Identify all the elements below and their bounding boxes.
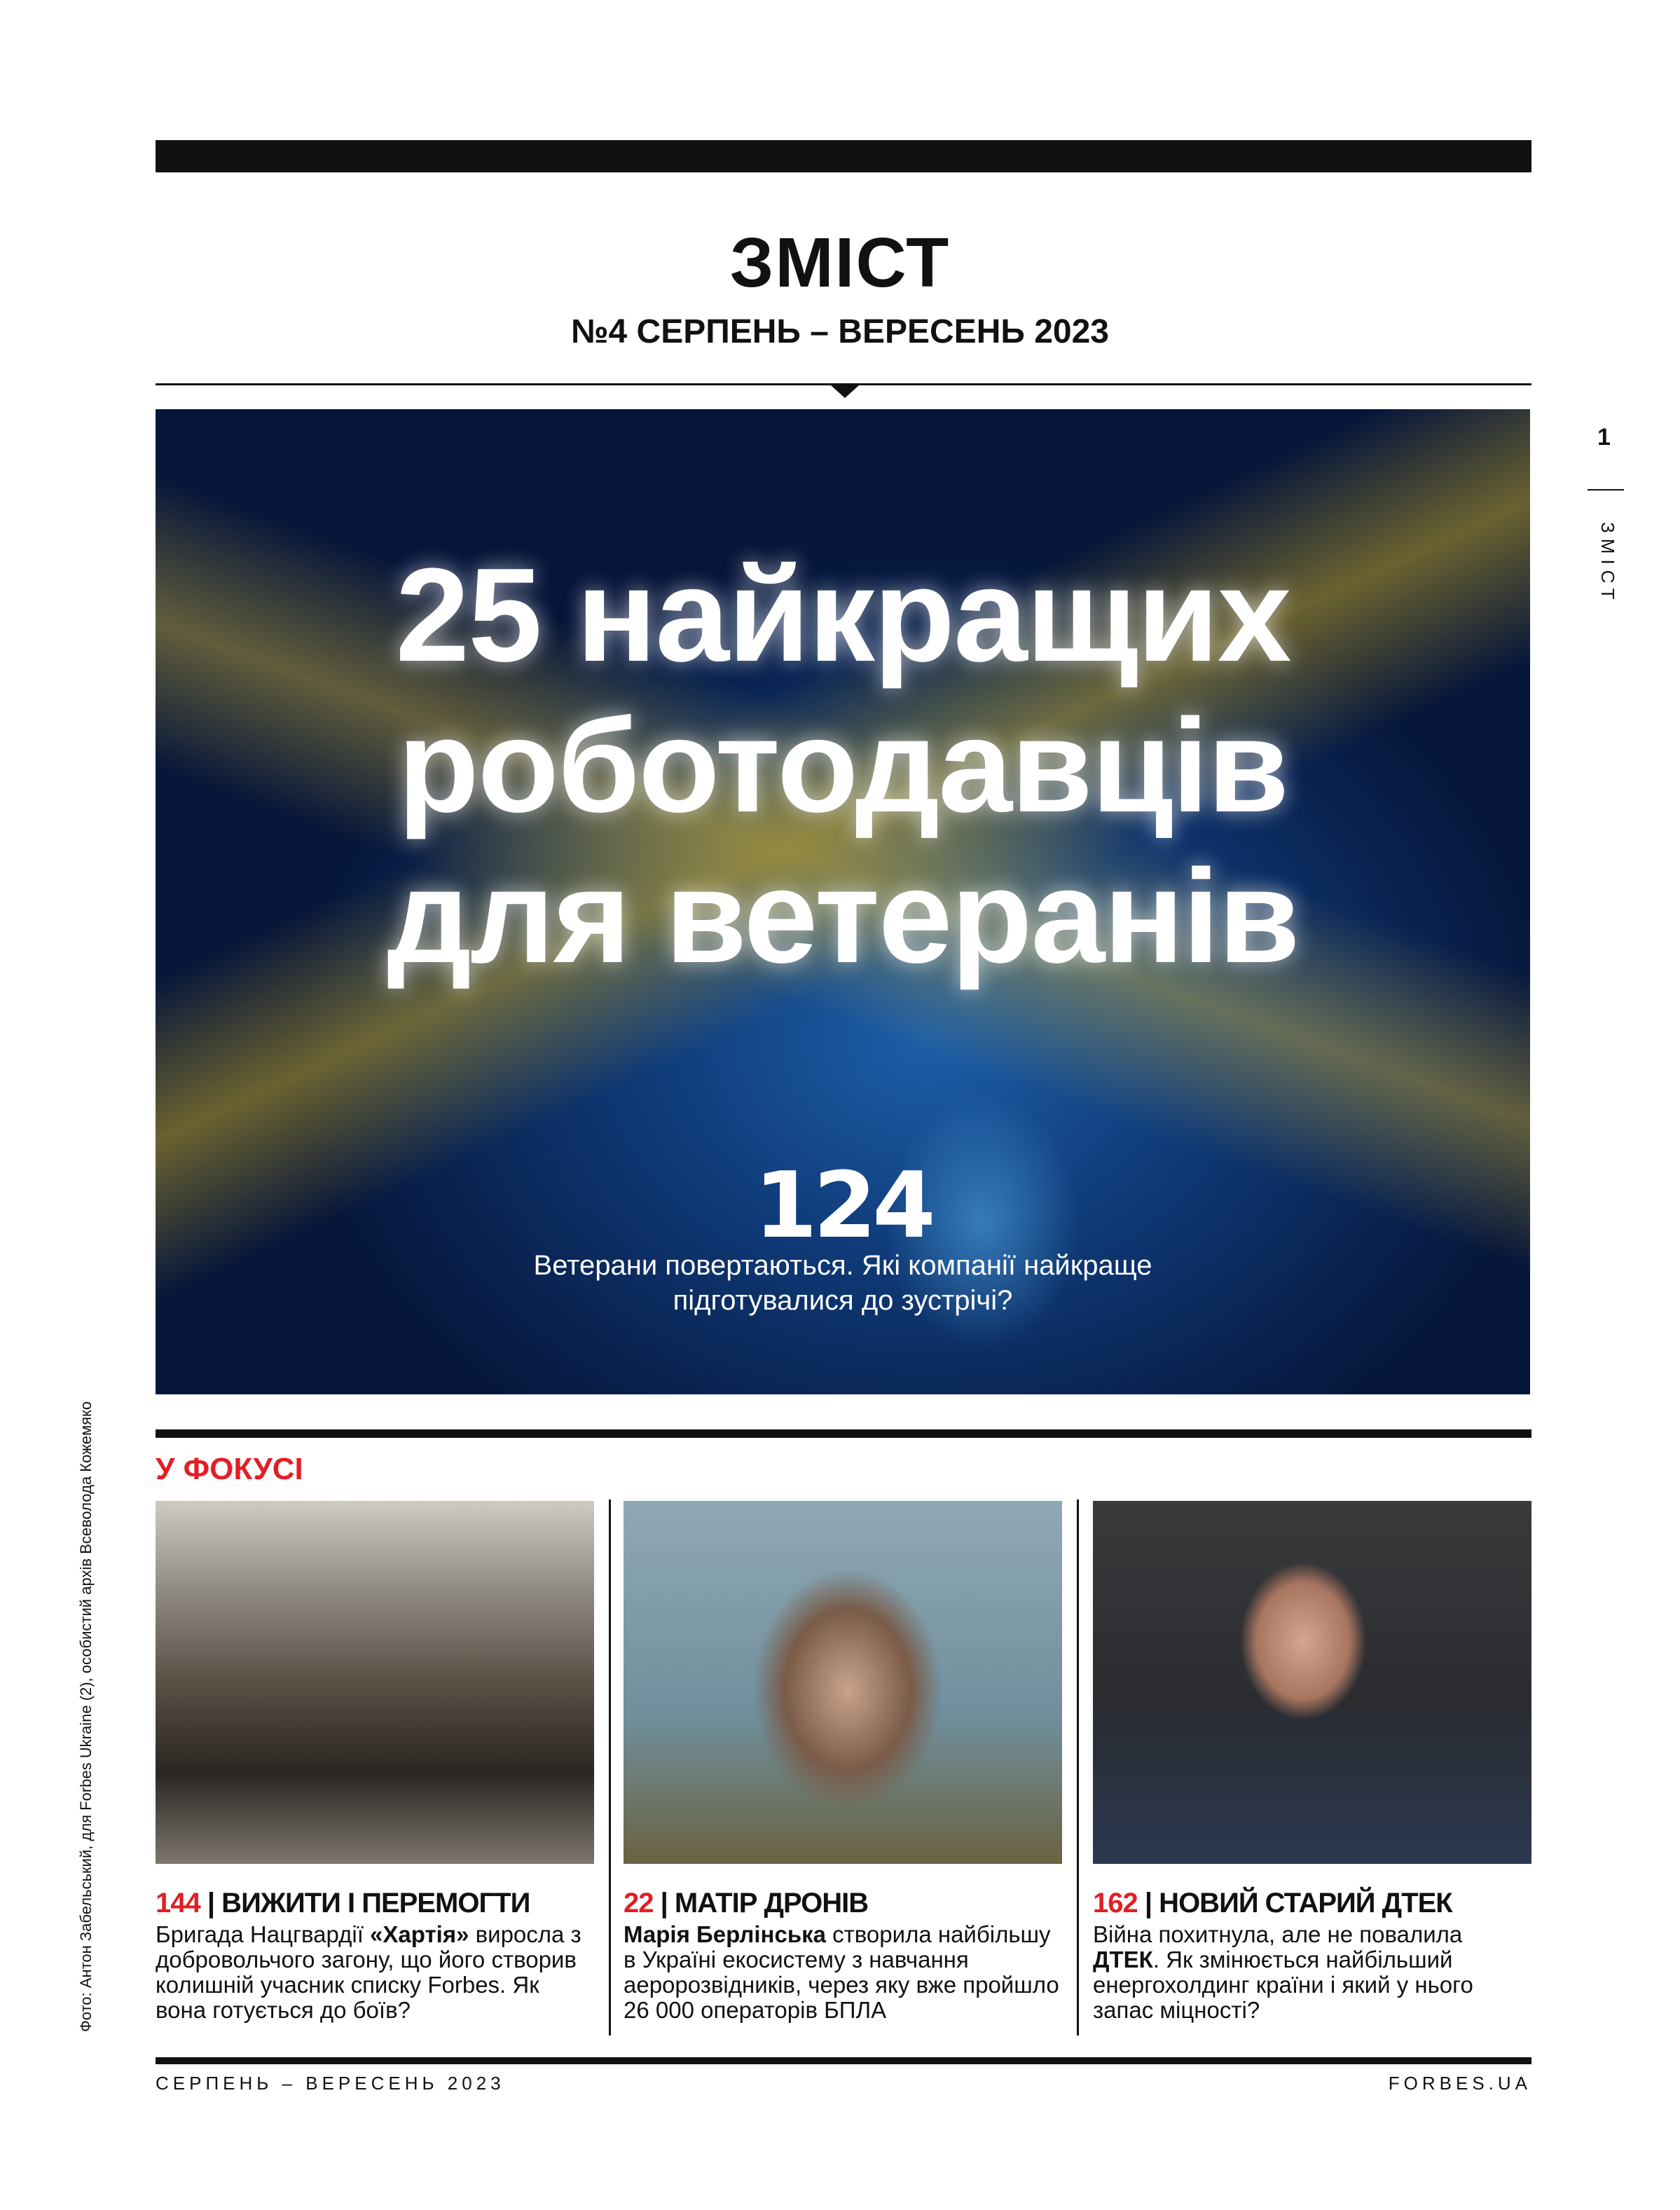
article-photo [1093, 1501, 1531, 1864]
article-page: 144 [156, 1888, 200, 1919]
page-number: 124 [754, 1152, 932, 1258]
footer-date: СЕРПЕНЬ – ВЕРЕСЕНЬ 2023 [156, 2073, 505, 2094]
side-section-label: ЗМІСТ [1597, 522, 1618, 605]
headline-line: 25 найкращих [395, 541, 1290, 689]
cover-story-banner[interactable] [156, 409, 1530, 1394]
article-summary: Марія Берлінська створила найбільшу в Україні екосистему з навчання аеророзвідників, через яку вже пройшло 26 000 операторів БПЛА [624, 1921, 1059, 2023]
page-title: ЗМІСТ [729, 224, 951, 302]
article-card[interactable] [156, 1501, 594, 2023]
issue-label: №4 СЕРПЕНЬ – ВЕРЕСЕНЬ 2023 [571, 313, 1109, 350]
subtitle-line: Ветерани повертаються. Які компанії найкраще [533, 1250, 1152, 1281]
column-divider [1077, 1499, 1079, 2036]
article-summary: Бригада Нацгвардії «Хартія» виросла з добровольчого загону, що його створив колишній учасник списку Forbes. Як вона готується до боїв? [156, 1921, 581, 2023]
subtitle-line: підготувалися до зустрічі? [673, 1285, 1013, 1316]
article-title: | МАТІР ДРОНІВ [660, 1888, 869, 1919]
section-bar [156, 1429, 1531, 1438]
article-title: | НОВИЙ СТАРИЙ ДТЕК [1144, 1888, 1452, 1919]
top-bar [156, 140, 1531, 172]
triangle-marker-icon [831, 385, 859, 398]
article-title: | ВИЖИТИ І ПЕРЕМОГТИ [207, 1888, 530, 1919]
article-photo [624, 1501, 1062, 1864]
article-photo [156, 1501, 594, 1864]
side-page-number: 1 [1597, 424, 1611, 451]
column-divider [609, 1499, 611, 2036]
photo-credit: Фото: Антон Забельський, для Forbes Ukraine (2), особистий архів Всеволода Кожемяко [77, 1401, 95, 2032]
footer-bar [156, 2057, 1531, 2064]
article-summary: Війна похитнула, але не повалила ДТЕК. Як змінюється найбільший енергохолдинг країни і який у нього запас міцності? [1093, 1921, 1473, 2023]
article-page: 162 [1093, 1888, 1138, 1919]
footer-site: FORBES.UA [1388, 2073, 1531, 2094]
headline-line: для ветеранів [387, 842, 1299, 991]
headline-line: роботодавців [397, 692, 1288, 840]
section-label: У ФОКУСІ [156, 1452, 303, 1486]
article-card[interactable] [1093, 1501, 1531, 2023]
article-page: 22 [624, 1888, 654, 1919]
side-divider [1588, 489, 1624, 490]
article-card[interactable] [624, 1501, 1062, 2023]
